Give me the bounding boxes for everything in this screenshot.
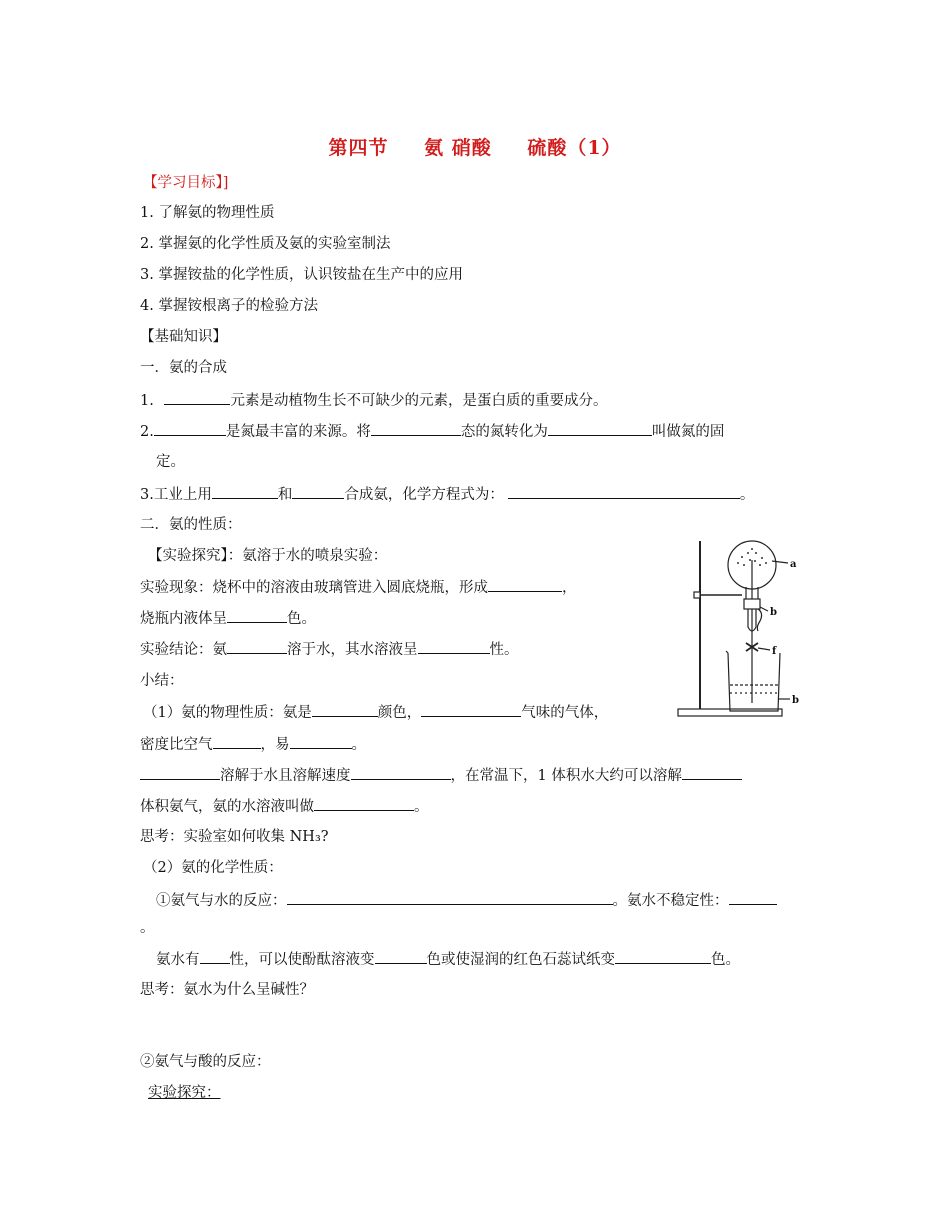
goal-item-1: 1. 了解氨的物理性质: [140, 205, 275, 221]
chemical-properties-heading: （2）氨的化学性质：: [143, 860, 283, 876]
blank-sol-1[interactable]: [140, 765, 220, 780]
blank-color[interactable]: [227, 608, 287, 623]
blank-1[interactable]: [164, 390, 230, 405]
label-b1: b: [770, 607, 777, 618]
blank-3a[interactable]: [212, 484, 278, 499]
blank-phys-2[interactable]: [421, 702, 521, 717]
question-2-cont: 定。: [156, 454, 185, 470]
question-1: 1. 元素是动植物生长不可缺少的元素，是蛋白质的重要成分。: [140, 390, 607, 411]
physical-properties: （1）氨的物理性质：氨是 颜色， 气味的气体，: [143, 702, 608, 723]
goals-heading: 【学习目标】]: [143, 175, 229, 191]
section-properties-heading: 二．氨的性质：: [140, 517, 242, 533]
question-3: 3.工业上用 和 合成氨，化学方程式为： 。: [140, 484, 754, 505]
beaker: [728, 653, 780, 711]
pointer-f: [758, 648, 770, 650]
beaker-lip: [726, 651, 728, 653]
goal-item-2: 2. 掌握氨的化学性质及氨的实验室制法: [140, 236, 391, 252]
blank-aq-3[interactable]: [615, 949, 711, 964]
experiment-2-label: 实验探究：: [148, 1085, 221, 1101]
blank-2a[interactable]: [154, 421, 226, 436]
blank-2b[interactable]: [371, 421, 461, 436]
blank-density[interactable]: [213, 734, 261, 749]
blank-phenomenon[interactable]: [488, 577, 562, 592]
question-2: 2. 是氮最丰富的来源。将 态的氮转化为 叫做氮的固: [140, 421, 724, 442]
reaction-acid-heading: ②氨气与酸的反应：: [140, 1054, 271, 1070]
summary-label: 小结：: [140, 673, 184, 689]
title-topic-1: 氨 硝酸: [424, 137, 492, 159]
ammonia-water-props: 氨水有 性，可以使酚酞溶液变 色或使湿润的红色石蕊试纸变 色。: [156, 949, 740, 970]
fountain-apparatus-figure: [672, 535, 812, 725]
blank-ammonia-water[interactable]: [314, 796, 414, 811]
reaction-water-cont: 。: [140, 920, 155, 936]
experiment-conclusion: 实验结论：氨 溶于水，其水溶液呈 性。: [140, 639, 519, 660]
think-alkaline: 思考：氨水为什么呈碱性？: [140, 982, 314, 998]
solubility-line-2: 体积氨气，氨的水溶液叫做 。: [140, 796, 429, 817]
blank-3c[interactable]: [508, 484, 740, 499]
blank-conclusion-1[interactable]: [227, 639, 287, 654]
title-section: 第四节: [328, 137, 389, 159]
title-topic-2: 硫酸（1）: [527, 137, 622, 159]
density-line: 密度比空气 ，易 。: [140, 734, 366, 755]
label-b2: b: [792, 695, 799, 706]
label-a: a: [790, 559, 797, 570]
blank-instability[interactable]: [729, 890, 777, 905]
blank-reaction-water[interactable]: [287, 890, 613, 905]
blank-3b[interactable]: [292, 484, 344, 499]
blank-2c[interactable]: [548, 421, 652, 436]
basics-heading: 【基础知识】: [140, 329, 227, 345]
blank-conclusion-2[interactable]: [418, 639, 490, 654]
blank-sol-2[interactable]: [351, 765, 451, 780]
solubility-line: 溶解于水且溶解速度 ，在常温下，1 体积水大约可以溶解: [140, 765, 742, 786]
stopper: [744, 599, 760, 609]
blank-phys-1[interactable]: [312, 702, 378, 717]
blank-aq-2[interactable]: [375, 949, 427, 964]
rubber-tube: [757, 609, 761, 631]
page-title: [0, 133, 950, 160]
clamp-boss: [694, 592, 700, 598]
experiment-phenomenon: 实验现象：烧杯中的溶液由玻璃管进入圆底烧瓶，形成 ，: [140, 577, 577, 598]
blank-easy[interactable]: [290, 734, 352, 749]
pointer-b1: [760, 607, 768, 611]
experiment-intro: 【实验探究】：氨溶于水的喷泉实验：: [148, 548, 388, 564]
reaction-water: ①氨气与水的反应： 。氨水不稳定性：: [156, 890, 777, 911]
goal-item-3: 3. 掌握铵盐的化学性质，认识铵盐在生产中的应用: [140, 267, 463, 283]
think-collect: 思考：实验室如何收集 NH₃?: [140, 829, 329, 845]
blank-aq-1[interactable]: [200, 949, 230, 964]
label-f: f: [772, 646, 777, 657]
experiment-color: 烧瓶内液体呈 色。: [140, 608, 316, 629]
blank-sol-3[interactable]: [682, 765, 742, 780]
goal-item-4: 4. 掌握铵根离子的检验方法: [140, 298, 318, 314]
section-synthesis-heading: 一．氨的合成: [140, 360, 227, 376]
